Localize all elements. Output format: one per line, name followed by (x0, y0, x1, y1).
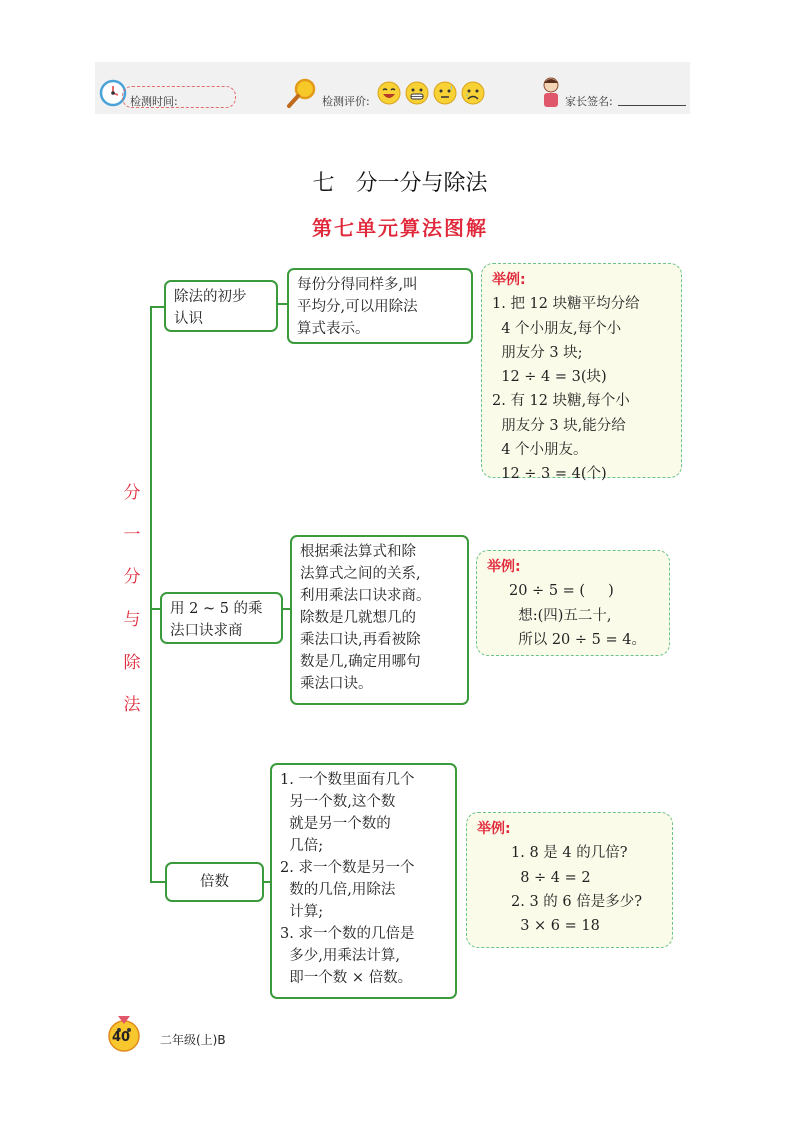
topic-line: 用 2 ~ 5 的乘 (170, 601, 263, 617)
example-line: 12 ÷ 3 = 4(个) (492, 466, 607, 483)
topic-box-multiples (165, 862, 264, 902)
unit-title: 第七单元算法图解 (312, 216, 488, 240)
tree-branch (150, 881, 165, 883)
desc-line: 多少,用乘法计算, (280, 948, 400, 964)
example-line: 2. 3 的 6 倍是多少? (511, 893, 642, 910)
desc-box-multiples (270, 763, 457, 999)
example-line: 所以 20 ÷ 5 = 4。 (509, 631, 646, 648)
example-line: 2. 有 12 块糖,每个小 (492, 393, 630, 410)
side-title-char: 与 (123, 610, 141, 630)
topic-box-multiplication-table (160, 592, 283, 644)
book-label: 二年级(上)B (160, 1033, 226, 1047)
example-label: 举例: (477, 821, 511, 837)
desc-line: 2. 求一个数是另一个 (280, 860, 415, 876)
parent-icon (538, 76, 564, 110)
side-title-char: 法 (123, 695, 141, 715)
desc-box-multiplication-table (290, 535, 469, 705)
topic-line: 认识 (174, 311, 203, 327)
page-number: 40 (112, 1030, 131, 1045)
happy-face-icon[interactable] (377, 81, 401, 105)
desc-line: 乘法口诀。 (300, 676, 373, 692)
desc-line: 另一个数,这个数 (280, 794, 396, 810)
eval-label: 检测评价: (322, 95, 370, 108)
desc-box-division-intro (287, 268, 473, 344)
topic-line: 除法的初步 (174, 289, 247, 305)
desc-line: 数的几倍,用除法 (280, 882, 396, 898)
sad-face-icon[interactable] (461, 81, 485, 105)
tree-branch (278, 303, 287, 305)
example-line: 想:(四)五二十, (509, 607, 612, 624)
desc-line: 法算式之间的关系, (300, 566, 421, 582)
side-title-char: 除 (123, 653, 141, 673)
desc-line: 几倍; (280, 838, 324, 854)
desc-line: 平均分,可以用除法 (297, 299, 418, 315)
desc-line: 就是另一个数的 (280, 816, 391, 832)
desc-line: 每份分得同样多,叫 (297, 277, 418, 293)
sign-line[interactable] (618, 105, 686, 106)
topic-line: 法口诀求商 (170, 623, 243, 639)
side-title-char: 一 (123, 525, 141, 545)
desc-line: 1. 一个数里面有几个 (280, 772, 415, 788)
example-line: 4 个小朋友,每个小 (492, 320, 622, 337)
example-line: 朋友分 3 块,能分给 (492, 417, 626, 434)
example-line: 1. 把 12 块糖平均分给 (492, 296, 640, 313)
magnifier-icon (285, 76, 319, 110)
example-box-multiplication-table (476, 550, 670, 656)
grin-face-icon[interactable] (405, 81, 429, 105)
example-line: 8 ÷ 4 = 2 (511, 869, 591, 886)
tree-branch (283, 608, 290, 610)
side-title-char: 分 (123, 567, 141, 587)
neutral-face-icon[interactable] (433, 81, 457, 105)
example-line: 3 × 6 = 18 (511, 918, 600, 935)
example-line: 4 个小朋友。 (492, 442, 588, 459)
example-box-multiples (466, 812, 673, 948)
example-label: 举例: (492, 272, 526, 288)
side-title-char: 分 (123, 483, 141, 503)
chapter-title: 七 分一分与除法 (312, 171, 488, 196)
time-label: 检测时间: (130, 95, 178, 108)
example-line: 12 ÷ 4 = 3(块) (492, 369, 607, 386)
topic-box-division-intro (164, 280, 278, 332)
desc-line: 根据乘法算式和除 (300, 544, 416, 560)
desc-line: 乘法口诀,再看被除 (300, 632, 421, 648)
desc-line: 数是几,确定用哪句 (300, 654, 421, 670)
tree-trunk (150, 306, 152, 882)
desc-line: 利用乘法口诀求商。 (300, 588, 431, 604)
topic-line: 倍数 (200, 874, 229, 890)
sign-label: 家长签名: (565, 95, 613, 108)
example-line: 1. 8 是 4 的几倍? (511, 845, 628, 862)
example-label: 举例: (487, 559, 521, 575)
desc-line: 算式表示。 (297, 321, 370, 337)
desc-line: 除数是几就想几的 (300, 610, 416, 626)
desc-line: 计算; (280, 904, 324, 920)
tree-branch (150, 306, 164, 308)
example-line: 朋友分 3 块; (492, 344, 583, 361)
tree-branch (150, 608, 160, 610)
example-line: 20 ÷ 5 = ( ) (509, 583, 614, 600)
desc-line: 3. 求一个数的几倍是 (280, 926, 415, 942)
desc-line: 即一个数 × 倍数。 (280, 970, 413, 986)
example-box-division-intro (481, 263, 682, 483)
